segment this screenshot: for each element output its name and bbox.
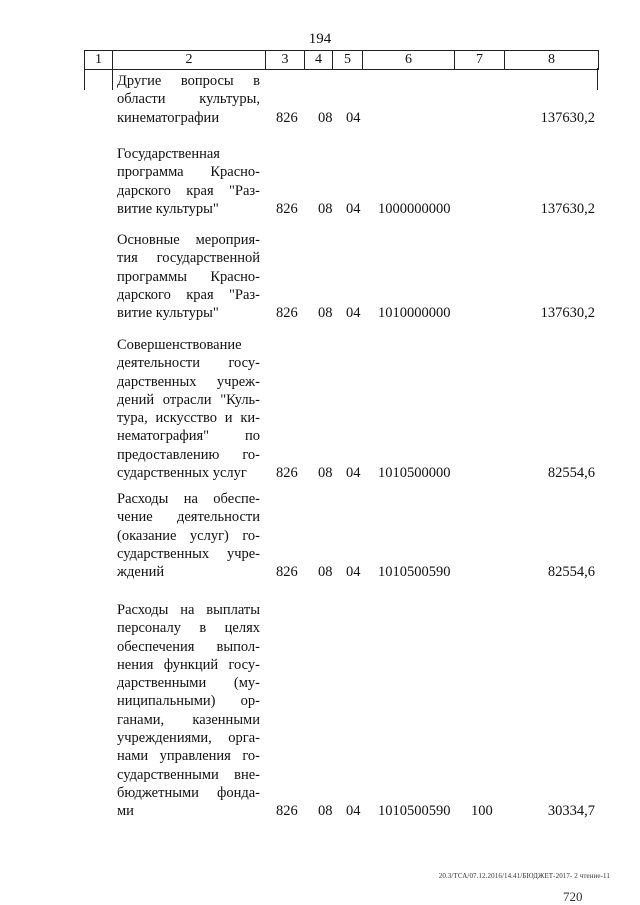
description-line: дарственных учреж- <box>117 373 260 390</box>
description-line: учреждениями, орга- <box>117 730 260 747</box>
code-subsection: 04 <box>346 200 361 217</box>
code-target-article: 1000000000 <box>378 200 451 217</box>
description-line: персоналу в целях <box>117 620 260 637</box>
code-target-article: 1010500590 <box>378 564 451 581</box>
code-ministry: 826 <box>276 200 298 217</box>
description-line: ганами, казенными <box>117 711 260 728</box>
description-line: обеспечения выпол- <box>117 638 260 655</box>
description-line: дарского края "Раз- <box>117 182 260 199</box>
amount: 82554,6 <box>547 564 595 581</box>
description-line: Расходы на обеспе- <box>117 491 260 507</box>
code-target-article: 1010000000 <box>378 305 451 322</box>
description-line: витие культуры" <box>117 200 219 217</box>
code-subsection: 04 <box>346 109 361 126</box>
row-description <box>117 72 260 127</box>
code-ministry: 826 <box>276 305 298 322</box>
code-expense-type: 100 <box>471 803 493 820</box>
description-line: дений отрасли "Куль- <box>117 391 260 408</box>
row-description <box>117 601 260 821</box>
description-line: (оказание услуг) го- <box>117 527 260 544</box>
document-stamp: 20.3/ТСА/07.12.2016/14.41/БЮДЖЕТ-2017- 2 чтение-11 <box>438 872 610 880</box>
description-line: Совершенствование <box>117 337 242 353</box>
header-cell-1: 1 <box>85 51 113 69</box>
column-rule-left <box>84 68 85 90</box>
code-section: 08 <box>318 465 333 482</box>
code-ministry: 826 <box>276 564 298 581</box>
description-line: программа Красно- <box>117 164 260 181</box>
description-line: деятельности госу- <box>117 355 260 372</box>
header-cell-4: 4 <box>305 51 333 69</box>
row-description <box>117 490 260 581</box>
header-cell-8: 8 <box>548 52 555 67</box>
description-line: ниципальными) ор- <box>117 693 260 710</box>
code-target-article: 1010500590 <box>378 803 451 820</box>
header-cell-3: 3 <box>266 51 305 69</box>
header-cell-6: 6 <box>363 51 455 69</box>
code-ministry: 826 <box>276 803 298 820</box>
description-line: дарского края "Раз- <box>117 286 260 303</box>
table-header <box>84 50 599 70</box>
sheet-number: 720 <box>563 889 583 904</box>
description-line: ми <box>117 803 134 820</box>
description-line: ждений <box>117 564 165 581</box>
description-line: Расходы на выплаты <box>117 602 260 618</box>
description-line: области культуры, <box>117 91 260 108</box>
code-ministry: 826 <box>276 109 298 126</box>
description-line: Государственная <box>117 146 220 162</box>
description-line: нами управления го- <box>117 748 260 765</box>
header-cell-5: 5 <box>333 51 363 69</box>
code-target-article: 1010500000 <box>378 465 451 482</box>
code-section: 08 <box>318 803 333 820</box>
amount: 137630,2 <box>540 305 595 322</box>
description-line: программы Красно- <box>117 268 260 285</box>
code-section: 08 <box>318 305 333 322</box>
row-description <box>117 231 260 322</box>
code-subsection: 04 <box>346 803 361 820</box>
description-line: кинематографии <box>117 109 220 126</box>
description-line: витие культуры" <box>117 305 219 322</box>
code-section: 08 <box>318 109 333 126</box>
code-subsection: 04 <box>346 305 361 322</box>
description-line: предоставлению го- <box>117 446 260 463</box>
description-line: чение деятельности <box>117 509 260 526</box>
column-rule-1 <box>112 68 113 90</box>
description-line: Основные мероприя- <box>117 232 260 248</box>
description-line: бюджетными фонда- <box>117 784 260 801</box>
amount: 137630,2 <box>540 200 595 217</box>
description-line: сударственных учре- <box>117 545 260 562</box>
description-line: сударственными вне- <box>117 766 260 783</box>
code-subsection: 04 <box>346 564 361 581</box>
row-description <box>117 336 260 482</box>
description-line: дарственными (му- <box>117 675 260 692</box>
description-line: тура, искусство и ки- <box>117 410 260 427</box>
code-section: 08 <box>318 200 333 217</box>
description-line: нематография" по <box>117 428 260 445</box>
page-number: 194 <box>308 31 332 47</box>
code-subsection: 04 <box>346 465 361 482</box>
header-cell-2: 2 <box>113 51 266 69</box>
code-ministry: 826 <box>276 465 298 482</box>
amount: 137630,2 <box>540 109 595 126</box>
description-line: нения функций госу- <box>117 656 260 673</box>
description-line: Другие вопросы в <box>117 73 260 89</box>
description-line: тия государственной <box>117 250 260 267</box>
amount: 82554,6 <box>547 465 595 482</box>
row-description <box>117 145 260 218</box>
column-rule-right <box>597 68 598 90</box>
description-line: сударственных услуг <box>117 465 247 482</box>
code-section: 08 <box>318 564 333 581</box>
header-cell-7: 7 <box>455 51 505 69</box>
amount: 30334,7 <box>547 803 595 820</box>
